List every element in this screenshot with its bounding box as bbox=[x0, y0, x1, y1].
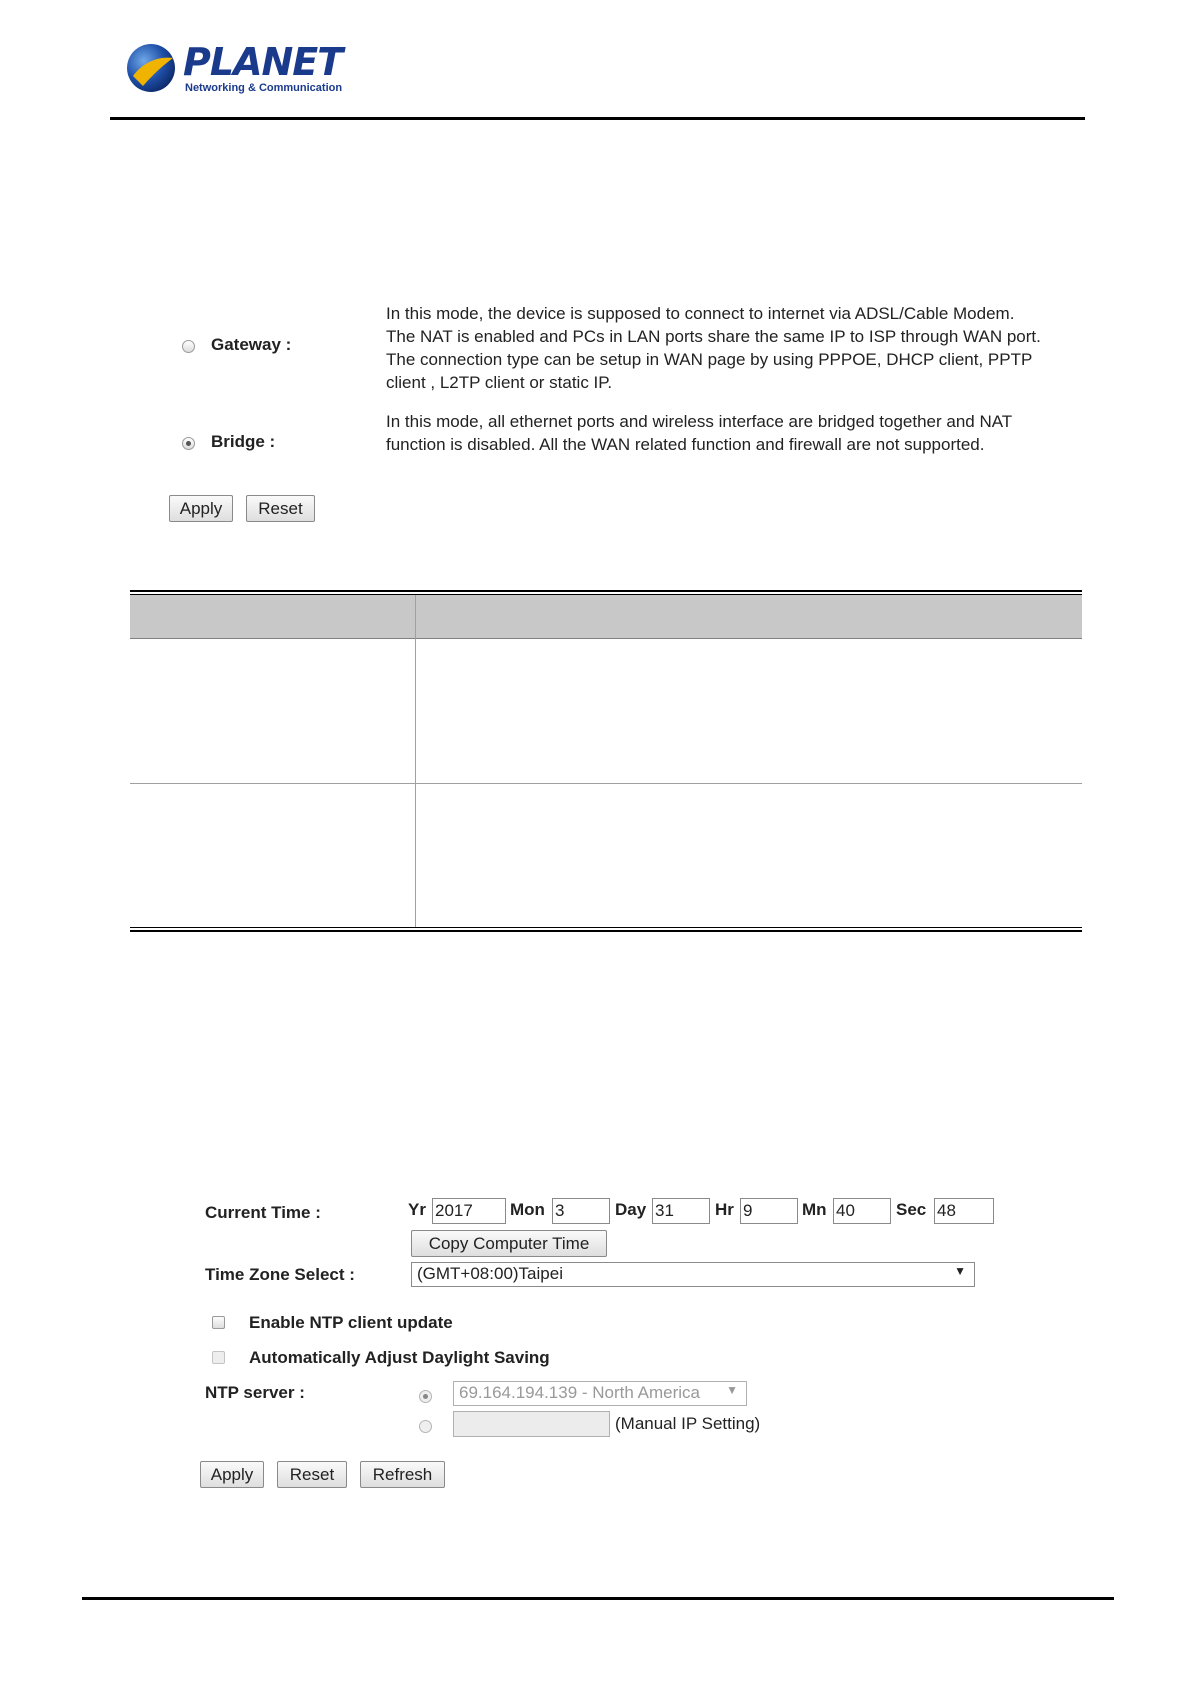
second-input[interactable] bbox=[934, 1198, 994, 1224]
current-time-label: Current Time : bbox=[205, 1203, 321, 1222]
enable-ntp-label: Enable NTP client update bbox=[249, 1313, 453, 1332]
gateway-description: In this mode, the device is supposed to connect to internet via ADSL/Cable Modem. The NAT is enabled and PCs in LAN ports share the same IP to ISP through WAN port. The connection type can be setup in WAN page by using PPPOE, DHCP client, PPTP client , L2TP client or static IP. bbox=[386, 304, 1041, 392]
mon-label: Mon bbox=[510, 1200, 545, 1219]
time-zone-select[interactable] bbox=[411, 1262, 975, 1287]
yr-label: Yr bbox=[408, 1200, 426, 1219]
ntp-server-list-radio[interactable] bbox=[419, 1390, 432, 1403]
table-header-divider bbox=[130, 638, 1082, 639]
logo-wordmark: PLANET bbox=[183, 40, 343, 84]
time-apply-button[interactable]: Apply bbox=[200, 1461, 264, 1488]
daylight-saving-label: Automatically Adjust Daylight Saving bbox=[249, 1348, 550, 1367]
mode-apply-button[interactable]: Apply bbox=[169, 495, 233, 522]
header-rule bbox=[110, 117, 1085, 120]
time-reset-button[interactable]: Reset bbox=[277, 1461, 347, 1488]
table-top-border bbox=[130, 590, 1082, 592]
logo-tagline: Networking & Communication bbox=[185, 82, 343, 94]
gateway-radio[interactable] bbox=[182, 340, 195, 353]
globe-icon bbox=[125, 42, 177, 94]
dropdown-arrow-icon: ▼ bbox=[726, 1383, 738, 1397]
refresh-button[interactable]: Refresh bbox=[360, 1461, 445, 1488]
footer-rule bbox=[82, 1597, 1114, 1600]
table-bottom-border-inner bbox=[130, 927, 1082, 928]
year-input[interactable] bbox=[432, 1198, 506, 1224]
table-header bbox=[130, 595, 1082, 638]
daylight-saving-checkbox[interactable] bbox=[212, 1351, 225, 1364]
hr-label: Hr bbox=[715, 1200, 734, 1219]
table-row-divider bbox=[130, 783, 1082, 784]
ntp-server-label: NTP server : bbox=[205, 1383, 305, 1402]
manual-ip-label: (Manual IP Setting) bbox=[615, 1414, 761, 1433]
gateway-label: Gateway : bbox=[211, 335, 292, 354]
copy-computer-time-button[interactable]: Copy Computer Time bbox=[411, 1230, 607, 1257]
manual-ip-input[interactable] bbox=[453, 1411, 610, 1437]
day-label: Day bbox=[615, 1200, 647, 1219]
table-bottom-border bbox=[130, 930, 1082, 932]
mn-label: Mn bbox=[802, 1200, 827, 1219]
bridge-label: Bridge : bbox=[211, 432, 276, 451]
table-column-divider bbox=[415, 595, 416, 927]
dropdown-arrow-icon: ▼ bbox=[954, 1264, 966, 1278]
bridge-description: In this mode, all ethernet ports and wireless interface are bridged together and NAT function is disabled. All the WAN related function and firewall are not supported. bbox=[386, 412, 1012, 454]
enable-ntp-checkbox[interactable] bbox=[212, 1316, 225, 1329]
ntp-server-select[interactable] bbox=[453, 1381, 747, 1406]
time-zone-label: Time Zone Select : bbox=[205, 1265, 355, 1284]
time-zone-value: (GMT+08:00)Taipei bbox=[417, 1264, 563, 1283]
planet-logo bbox=[125, 40, 343, 100]
month-input[interactable] bbox=[552, 1198, 610, 1224]
ntp-server-value: 69.164.194.139 - North America bbox=[459, 1383, 700, 1402]
hour-input[interactable] bbox=[740, 1198, 798, 1224]
ntp-manual-radio[interactable] bbox=[419, 1420, 432, 1433]
mode-reset-button[interactable]: Reset bbox=[246, 495, 315, 522]
minute-input[interactable] bbox=[833, 1198, 891, 1224]
sec-label: Sec bbox=[896, 1200, 927, 1219]
day-input[interactable] bbox=[652, 1198, 710, 1224]
bridge-radio[interactable] bbox=[182, 437, 195, 450]
